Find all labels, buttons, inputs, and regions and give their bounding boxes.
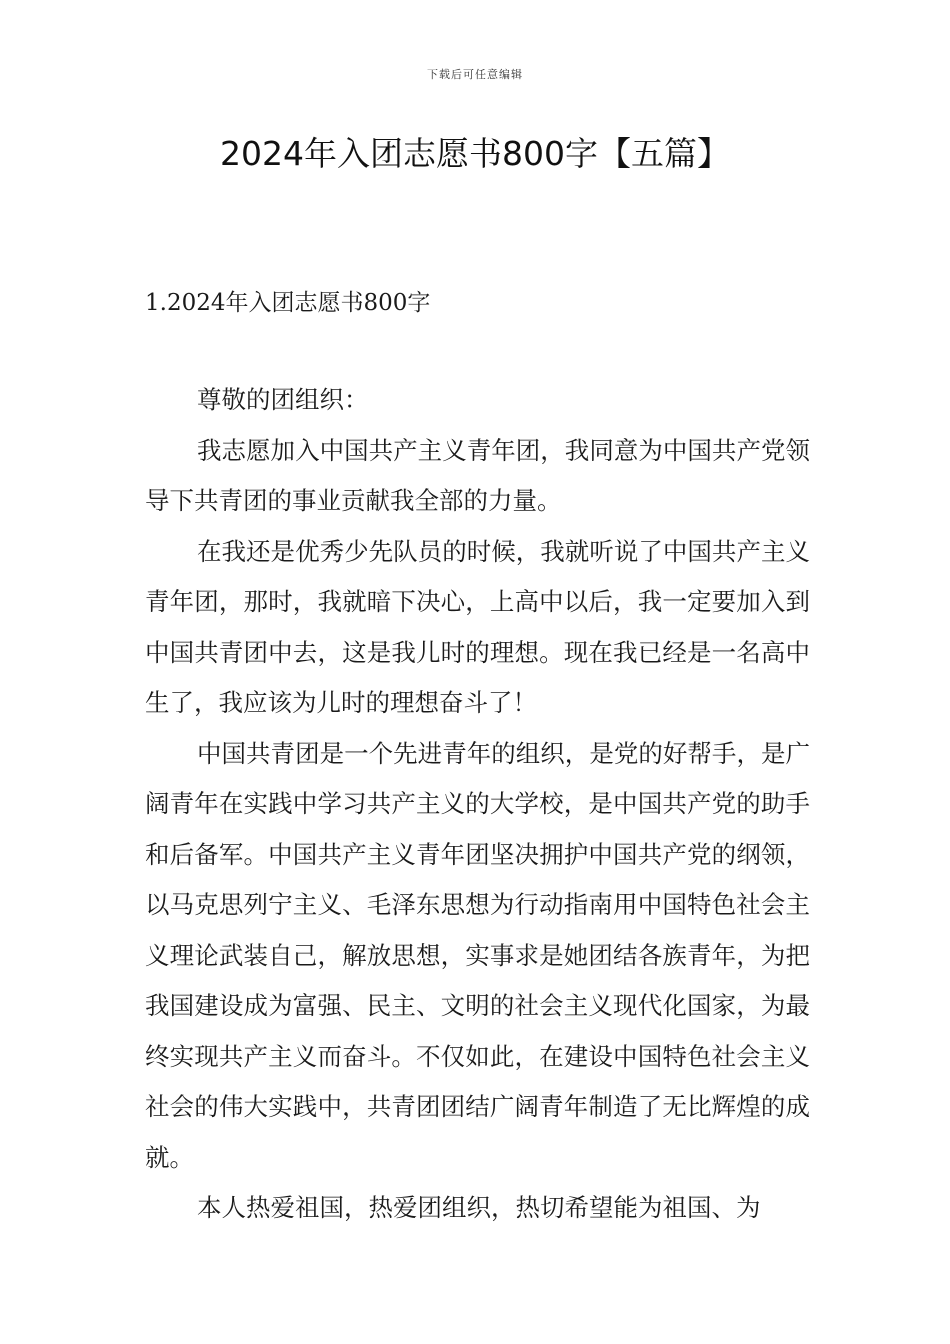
salutation: 尊敬的团组织： (197, 385, 369, 414)
paragraph: 中国共青团是一个先进青年的组织，是党的好帮手，是广阔青年在实践中学习共产主义的大学校，是中国共产党的助手和后备军。中国共产主义青年团坚决拥护中国共产党的纲领，以马克思列宁主义、毛泽东思想为行动指南用中国特色社会主义理论武装自己，解放思想，实事求是她团结各族青年，为把我国建设成为富强、民主、文明的社会主义现代化国家，为最终实现共产主义而奋斗。不仅如此，在建设中国特色社会主义社会的伟大实践中，共青团团结广阔青年制造了无比辉煌的成就。 (145, 738, 810, 1172)
section-heading: 1.2024年入团志愿书800字 (145, 290, 431, 316)
document-title: 2024年入团志愿书800字【五篇】 (220, 134, 730, 173)
paragraph: 本人热爱祖国，热爱团组织，热切希望能为祖国、为 (197, 1193, 761, 1222)
paragraph: 我志愿加入中国共产主义青年团，我同意为中国共产党领导下共青团的事业贡献我全部的力量。 (145, 435, 810, 515)
letter-body (145, 375, 810, 1234)
header-note: 下载后可任意编辑 (427, 68, 523, 81)
paragraph: 在我还是优秀少先队员的时候，我就听说了中国共产主义青年团，那时，我就暗下决心，上高中以后，我一定要加入到中国共青团中去，这是我儿时的理想。现在我已经是一名高中生了，我应该为儿时的理想奋斗了！ (145, 536, 810, 717)
